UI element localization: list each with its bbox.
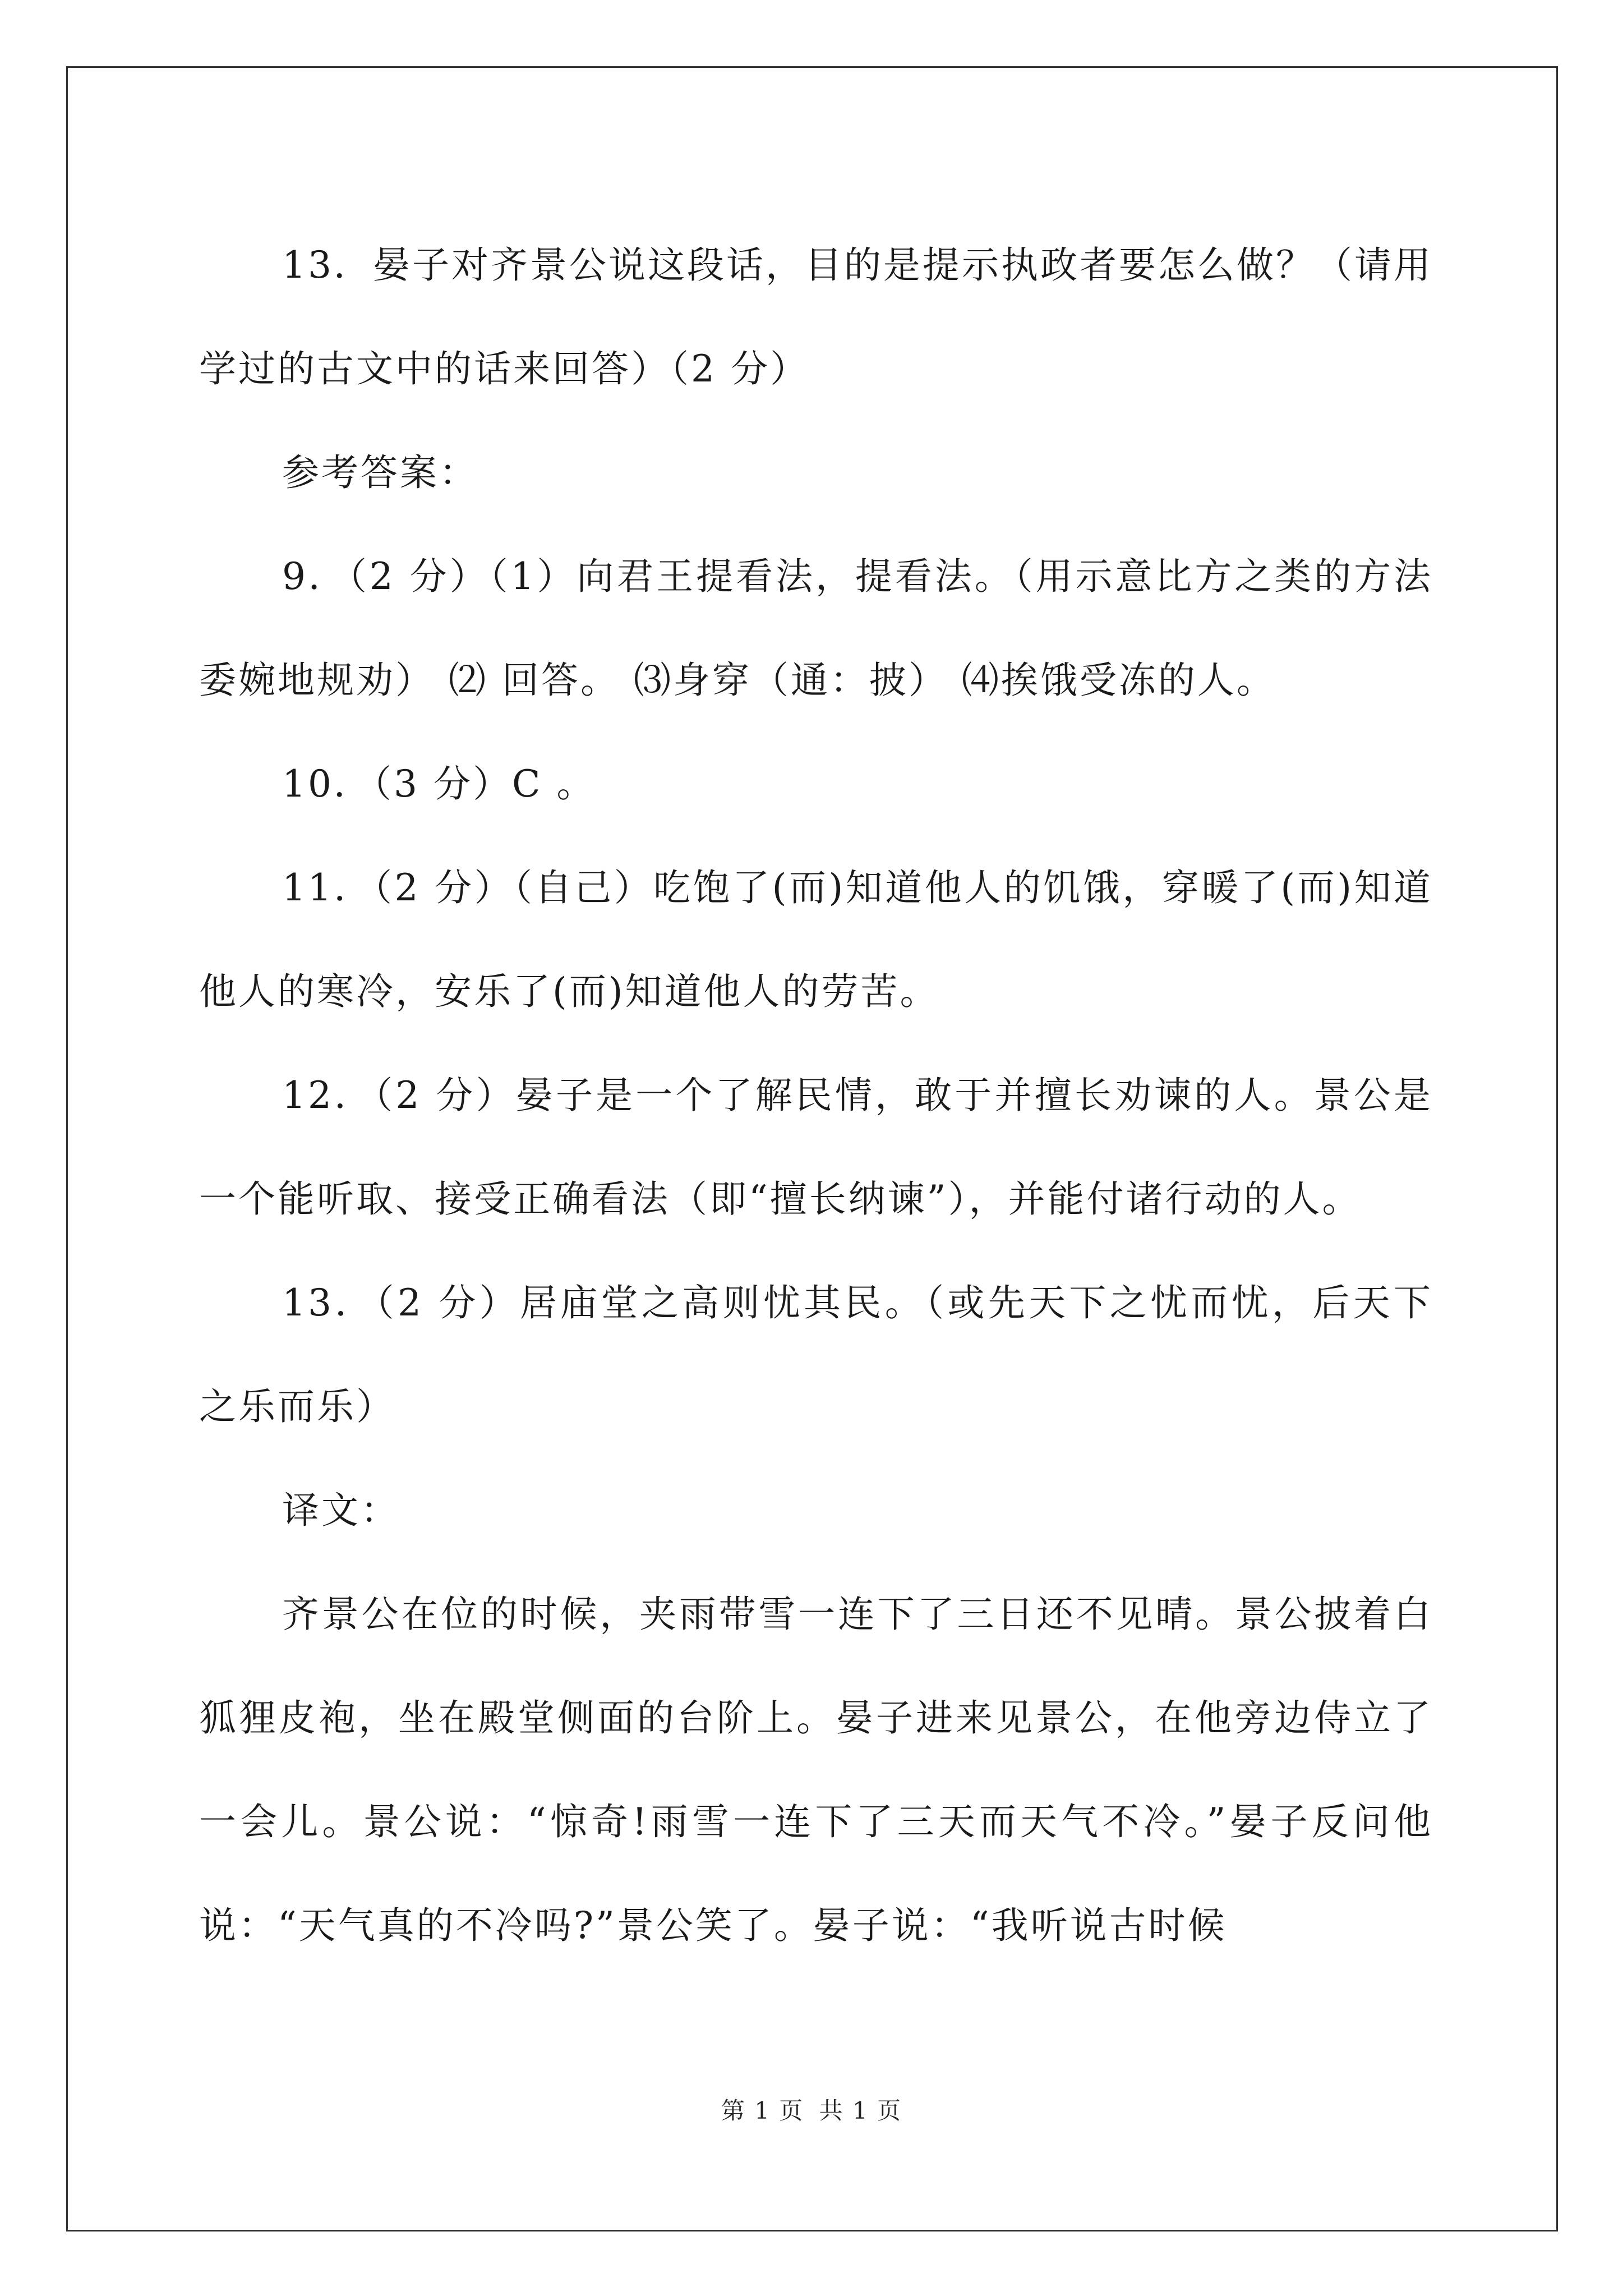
answer-12: 12．（2 分）晏子是一个了解民情，敢于并擅长劝谏的人。景公是一个能听取、接受正确看法（即“擅长纳谏”），并能付诸行动的人。 xyxy=(199,1074,1433,1221)
translation-heading: 译文： xyxy=(282,1489,400,1532)
page-footer xyxy=(0,2092,1623,2126)
answer-13: 13．（2 分）居庙堂之高则忧其民。（或先天下之忧而忧，后天下之乐而乐） xyxy=(199,1281,1433,1428)
page-total: 共 1 页 xyxy=(819,2097,902,2124)
answer-11: 11．（2 分）（自己）吃饱了(而)知道他人的饥饿，穿暖了(而)知道他人的寒冷，安乐了(而)知道他人的劳苦。 xyxy=(199,866,1433,1013)
answer-9: 9．（2 分）（1）向君王提看法，提看法。（用示意比方之类的方法委婉地规劝） ⑵ 回答。 ⑶身穿（通：披） ⑷挨饿受冻的人。 xyxy=(199,555,1433,702)
answer-10: 10．（3 分）C 。 xyxy=(282,762,596,806)
document-body xyxy=(199,213,1433,1977)
translation-text: 齐景公在位的时候，夹雨带雪一连下了三日还不见晴。景公披着白狐狸皮袍，坐在殿堂侧面的台阶上。晏子进来见景公，在他旁边侍立了一会儿。景公说：“惊奇!雨雪一连下了三天而天气不冷。”晏子反问他说：“天气真的不冷吗?”景公笑了。晏子说：“我听说古时候 xyxy=(199,1593,1433,1947)
page-number: 第 1 页 xyxy=(721,2097,804,2124)
question-13: 13．晏子对齐景公说这段话，目的是提示执政者要怎么做？（请用学过的古文中的话来回答）（2 分） xyxy=(199,243,1433,390)
answer-heading: 参考答案： xyxy=(282,451,478,494)
